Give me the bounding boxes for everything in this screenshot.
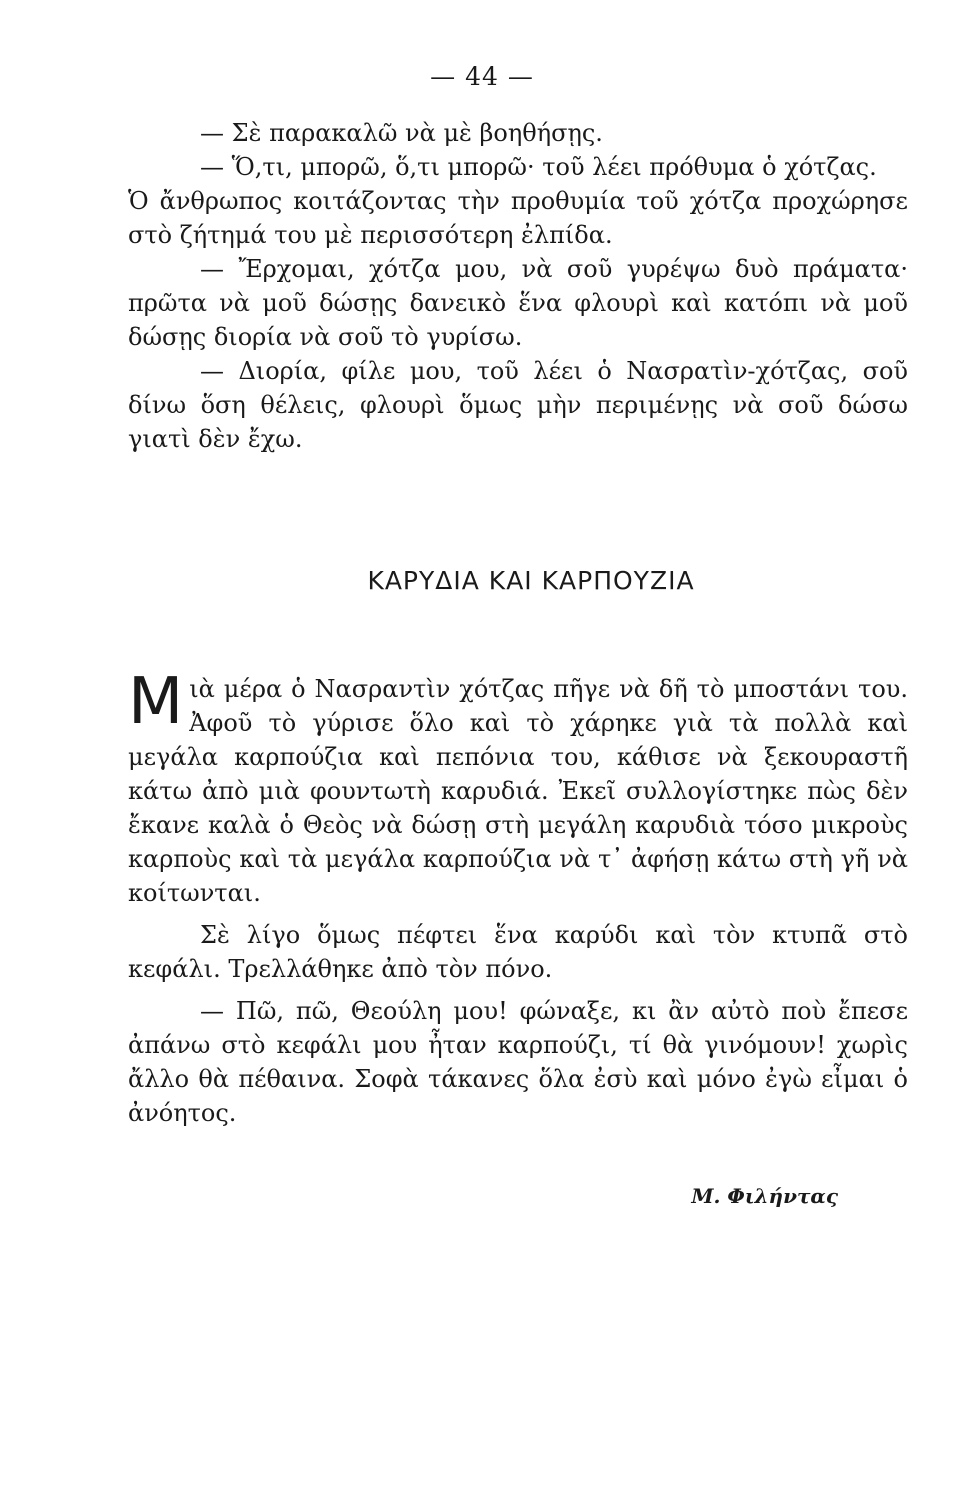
dialogue-line: — Ὅ,τι, μπορῶ, ὅ,τι μπορῶ· τοῦ λέει πρόθυμα ὁ χότζας. [200, 153, 877, 181]
story-paragraph-2: Σὲ λίγο ὅμως πέφτει ἕνα καρύδι καὶ τὸν κτυπᾶ στὸ κεφάλι. Τρελλάθηκε ἀπὸ τὸν πόνο. [128, 921, 908, 983]
section-title: ΚΑΡΥΔΙΑ ΚΑΙ ΚΑΡΠΟΥΖΙΑ [367, 566, 695, 595]
dialogue-line: — Διορία, φίλε μου, τοῦ λέει ὁ Νασρατὶν-χότζας, σοῦ δίνω ὅση θέλεις, φλουρὶ ὅμως μὴν περιμένῃς νὰ σοῦ δώσω γιατὶ δὲν ἔχω. [128, 357, 908, 453]
story-paragraph-1-text: ιὰ μέρα ὁ Νασραντὶν χότζας πῆγε νὰ δῆ τὸ μποστάνι του. Ἀφοῦ τὸ γύρισε ὅλο καὶ τὸ χάρηκε γιὰ τὰ πολλὰ καὶ μεγάλα καρπούζια καὶ πεπόνια του, κάθισε νὰ ξεκουραστῆ κάτω ἀπὸ μιὰ φουντωτὴ καρυδιά. Ἐκεῖ συλλογίστηκε πὼς δὲν ἔκανε καλὰ ὁ Θεὸς νὰ δώσῃ στὴ μεγάλη καρυδιὰ τόσο μικροὺς καρποὺς καὶ τὰ μεγάλα καρπούζια νὰ τ᾽ ἀφήσῃ κάτω στὴ γῆ νὰ κοίτωνται. [128, 675, 908, 907]
author-signature: Μ. Φιλήντας [691, 1184, 838, 1208]
dialogue-block [128, 116, 908, 456]
dialogue-line: — Ἔρχομαι, χότζα μου, νὰ σοῦ γυρέψω δυὸ πράματα· πρῶτα νὰ μοῦ δώσῃς δανεικὸ ἕνα φλουρὶ καὶ κατόπι νὰ μοῦ δώσῃς διορία νὰ σοῦ τὸ γυρίσω. [128, 255, 908, 351]
story-paragraph-1 [128, 665, 908, 910]
narration-line: Ὁ ἄνθρωπος κοιτάζοντας τὴν προθυμία τοῦ χότζα προχώρησε στὸ ζήτημά του μὲ περισσότερη ἐλπίδα. [128, 187, 908, 249]
page-number: — 44 — [430, 62, 534, 91]
story-block [128, 665, 908, 1130]
story-paragraph-3: — Πῶ, πῶ, Θεούλη μου! φώναξε, κι ἂν αὐτὸ ποὺ ἔπεσε ἀπάνω στὸ κεφάλι μου ἦταν καρπούζι, τί θὰ γινόμουν! χωρὶς ἄλλο θὰ πέθαινα. Σοφὰ τάκανες ὅλα ἐσὺ καὶ μόνο ἐγὼ εἶμαι ὁ ἀνόητος. [128, 997, 908, 1127]
dialogue-line: — Σὲ παρακαλῶ νὰ μὲ βοηθήσῃς. [200, 119, 603, 147]
drop-cap: Μ [128, 665, 184, 739]
